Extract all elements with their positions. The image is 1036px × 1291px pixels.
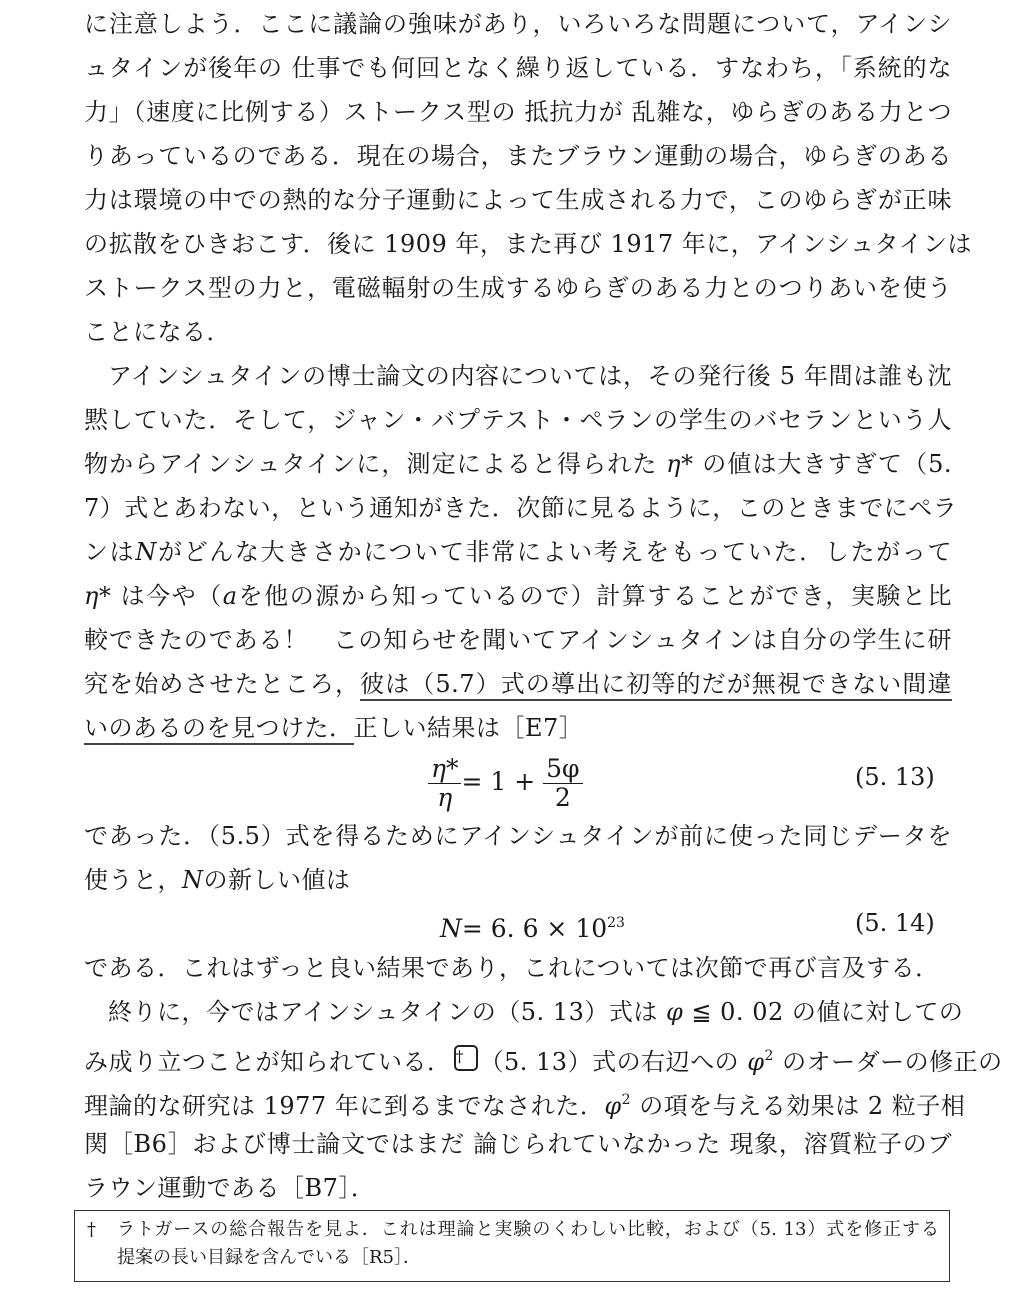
text-line: りあっているのである．現在の場合，またブラウン運動の場合，ゆらぎのある bbox=[84, 142, 952, 170]
exponent: 2 bbox=[621, 1092, 632, 1108]
text-line: 7）式とあわない，という通知がきた．次節に見るように，このときまでにペラ bbox=[84, 494, 958, 522]
text-segment: がどんな大きさかについて非常によい考えをもっていた．したがって bbox=[156, 538, 952, 566]
a-symbol: a bbox=[222, 582, 238, 610]
phi-symbol: φ bbox=[747, 1048, 765, 1076]
footnote-text: 提案の長い目録を含んでいる［R5］． bbox=[117, 1247, 422, 1268]
text-line: ラウン運動である［B7］． bbox=[84, 1174, 376, 1202]
eta-star-symbol: η* bbox=[84, 582, 112, 610]
text-line bbox=[84, 706, 952, 750]
handwritten-underline-text: 彼は（5.7）式の導出に初等的だが無視できない間違 bbox=[360, 670, 952, 701]
fraction-rhs bbox=[543, 755, 582, 812]
text-line: ュタインが後年の 仕事でも何回となく繰り返している．すなわち，「系統的な bbox=[84, 54, 952, 82]
handwritten-underline-text: いのあるのを見つけた． bbox=[84, 714, 354, 745]
text-segment: を他の源から知っているので）計算することができ，実験と比 bbox=[237, 582, 952, 610]
fraction-denominator: 2 bbox=[554, 783, 571, 812]
text-line: である．これはずっと良い結果であり，これについては次節で再び言及する． bbox=[84, 954, 940, 982]
text-line: ことになる． bbox=[84, 318, 231, 346]
text-segment: ≦ 0. 02 の値に対しての bbox=[683, 998, 964, 1026]
text-segment: 正しい結果は［E7］ bbox=[353, 714, 584, 742]
equation-body: = 6. 6 × 10 bbox=[461, 914, 608, 943]
fraction-numerator: 5φ bbox=[543, 755, 582, 784]
text-segment: は今や（ bbox=[111, 582, 223, 610]
eta-star-symbol: η* bbox=[666, 450, 694, 478]
footnote-reference-mark[interactable]: † bbox=[454, 1045, 478, 1071]
text-line bbox=[84, 1034, 1003, 1078]
text-line bbox=[84, 990, 964, 1034]
text-line bbox=[84, 858, 952, 902]
text-segment: の新しい値は bbox=[203, 866, 351, 894]
text-segment: のオーダーの修正の bbox=[773, 1048, 1003, 1076]
exponent: 2 bbox=[764, 1048, 774, 1064]
text-segment: 終りに，今ではアインシュタインの（5. 13）式は bbox=[108, 998, 666, 1026]
phi-symbol: φ bbox=[604, 1092, 622, 1120]
equation-5-13 bbox=[428, 755, 583, 812]
text-segment: 理論的な研究は 1977 年に到るまでなされた． bbox=[84, 1092, 605, 1120]
text-line bbox=[84, 662, 952, 706]
text-line bbox=[84, 442, 952, 486]
footnote-mark: † bbox=[87, 1219, 96, 1240]
equation-number: (5. 13) bbox=[855, 763, 935, 791]
text-line: 関［B6］および博士論文ではまだ 論じられていなかった 現象，溶質粒子のブ bbox=[84, 1130, 952, 1158]
equation-5-14 bbox=[440, 908, 625, 944]
text-segment: の値は大きすぎて（5. bbox=[693, 450, 952, 478]
text-segment: 物からアインシュタインに，測定によると得られた bbox=[84, 450, 667, 478]
n-symbol: N bbox=[440, 914, 462, 943]
equation-number: (5. 14) bbox=[855, 909, 935, 937]
exponent: 23 bbox=[607, 915, 625, 931]
text-segment: （5. 13）式の右辺への bbox=[479, 1048, 748, 1076]
text-line: ストークス型の力と，電磁輻射の生成するゆらぎのある力とのつりあいを使う bbox=[84, 274, 952, 302]
text-segment: 究を始めさせたところ， bbox=[84, 670, 361, 698]
n-symbol: N bbox=[182, 866, 204, 894]
text-line: に注意しよう．ここに議論の強味があり，いろいろな問題について，アインシ bbox=[84, 10, 952, 38]
text-segment: み成り立つことが知られている． bbox=[84, 1048, 452, 1076]
text-segment: 使うと， bbox=[84, 866, 182, 894]
text-line: の拡散をひきおこす．後に 1909 年，また再び 1917 年に，アインシュタインは bbox=[84, 230, 973, 258]
footnote-box bbox=[74, 1210, 950, 1282]
footnote-text: ラトガースの総合報告を見よ．これは理論と実験のくわしい比較，および（5. 13）式を修正する bbox=[117, 1219, 939, 1240]
text-segment: の項を与える効果は 2 粒子相 bbox=[631, 1092, 966, 1120]
phi-symbol: φ bbox=[665, 998, 684, 1026]
fraction-lhs bbox=[428, 755, 461, 812]
text-line: 較できたのである！ この知らせを聞いてアインシュタインは自分の学生に研 bbox=[84, 626, 952, 654]
fraction-denominator: η bbox=[437, 783, 453, 812]
n-symbol: N bbox=[135, 538, 157, 566]
equation-operator: = 1 + bbox=[461, 767, 544, 796]
text-line bbox=[84, 530, 952, 574]
text-line: であった．（5.5）式を得るためにアインシュタインが前に使った同じデータを bbox=[84, 822, 952, 850]
text-line bbox=[84, 574, 952, 618]
text-line: 力は環境の中での熱的な分子運動によって生成される力で，このゆらぎが正味 bbox=[84, 186, 952, 214]
text-line: アインシュタインの博士論文の内容については，その発行後 5 年間は誰も沈 bbox=[108, 362, 952, 390]
text-line: 力」（速度に比例する）ストークス型の 抵抗力が 乱雑な，ゆらぎのある力とつ bbox=[84, 98, 952, 126]
text-segment: ンは bbox=[84, 538, 136, 566]
text-line bbox=[84, 1078, 966, 1122]
text-line: 黙していた．そして，ジャン・バプテスト・ペランの学生のバセランという人 bbox=[84, 406, 952, 434]
fraction-numerator: η* bbox=[428, 755, 461, 784]
